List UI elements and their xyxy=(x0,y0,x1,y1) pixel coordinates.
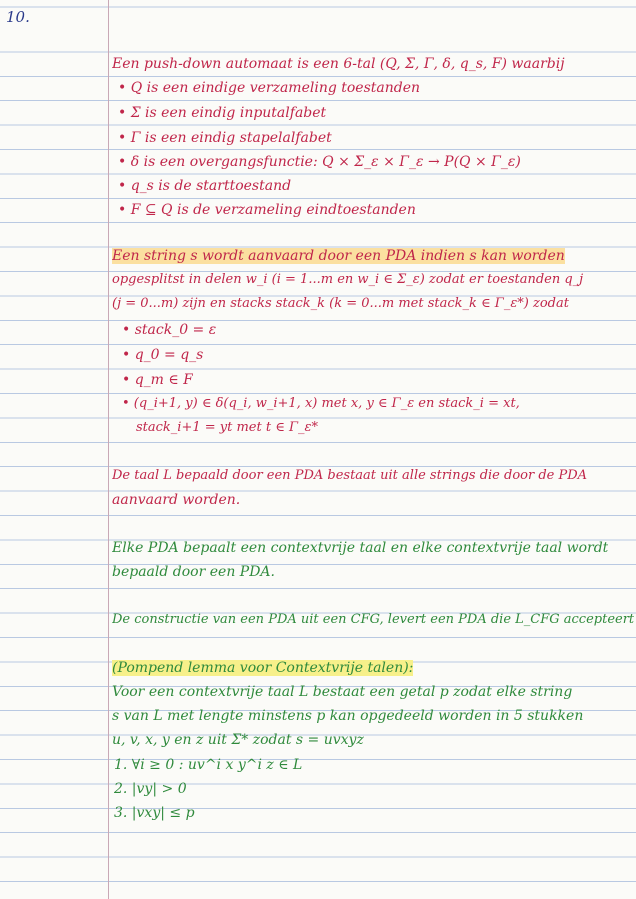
acceptance-item: • q_0 = q_s xyxy=(122,347,204,363)
acceptance-line xyxy=(112,246,565,266)
pumping-lemma-condition: 2. |vy| > 0 xyxy=(114,781,187,797)
acceptance-item: • stack_0 = ε xyxy=(122,322,217,338)
pda-definition-item: • Q is een eindige verzameling toestanden xyxy=(118,80,421,96)
language-line: De taal L bepaald door een PDA bestaat uit alle strings die door de PDA xyxy=(112,468,588,483)
acceptance-line: opgesplitst in delen w_i (i = 1...m en w_i ∈ Σ_ε) zodat er toestanden q_j xyxy=(112,272,584,287)
pda-definition-item: • F ⊆ Q is de verzameling eindtoestanden xyxy=(118,202,416,218)
acceptance-item: • q_m ∈ F xyxy=(122,372,193,388)
pumping-lemma-line: s van L met lengte minstens p kan opgedeeld worden in 5 stukken xyxy=(112,708,584,724)
acceptance-item-continuation: stack_i+1 = yt met t ∈ Γ_ε* xyxy=(136,420,318,435)
acceptance-item: • (q_i+1, y) ∈ δ(q_i, w_i+1, x) met x, y ∈ Γ_ε en stack_i = xt, xyxy=(122,396,520,411)
language-line: aanvaard worden. xyxy=(112,492,241,508)
page-number: 10. xyxy=(6,8,30,26)
pumping-lemma-condition: 1. ∀i ≥ 0 : uv^i x y^i z ∈ L xyxy=(114,757,303,773)
pumping-lemma-line: u, v, x, y en z uit Σ* zodat s = uvxyz xyxy=(112,732,364,748)
pumping-lemma-heading-line xyxy=(112,658,413,678)
pda-definition-item: • Γ is een eindig stapelalfabet xyxy=(118,130,332,146)
pda-definition-item: • q_s is de starttoestand xyxy=(118,178,292,194)
pda-cfl-line: bepaald door een PDA. xyxy=(112,564,275,580)
pda-definition-item: • δ is een overgangsfunctie: Q × Σ_ε × Γ_ε → P(Q × Γ_ε) xyxy=(118,154,521,170)
pumping-lemma-heading: (Pompend lemma voor Contextvrije talen): xyxy=(112,660,414,676)
margin-line xyxy=(108,0,109,899)
construction-line: De constructie van een PDA uit een CFG, levert een PDA die L_CFG accepteert xyxy=(112,612,635,627)
pda-cfl-line: Elke PDA bepaalt een contextvrije taal en elke contextvrije taal wordt xyxy=(112,540,609,556)
pumping-lemma-line: Voor een contextvrije taal L bestaat een getal p zodat elke string xyxy=(112,684,573,700)
pda-definition-intro: Een push-down automaat is een 6-tal (Q, Σ, Γ, δ, q_s, F) waarbij xyxy=(112,56,565,72)
pda-definition-item: • Σ is een eindig inputalfabet xyxy=(118,105,327,121)
acceptance-line: (j = 0...m) zijn en stacks stack_k (k = 0...m met stack_k ∈ Γ_ε*) zodat xyxy=(112,296,569,311)
pumping-lemma-condition: 3. |vxy| ≤ p xyxy=(114,805,195,821)
acceptance-highlight: Een string s wordt aanvaard door een PDA indien s kan worden xyxy=(112,248,565,264)
